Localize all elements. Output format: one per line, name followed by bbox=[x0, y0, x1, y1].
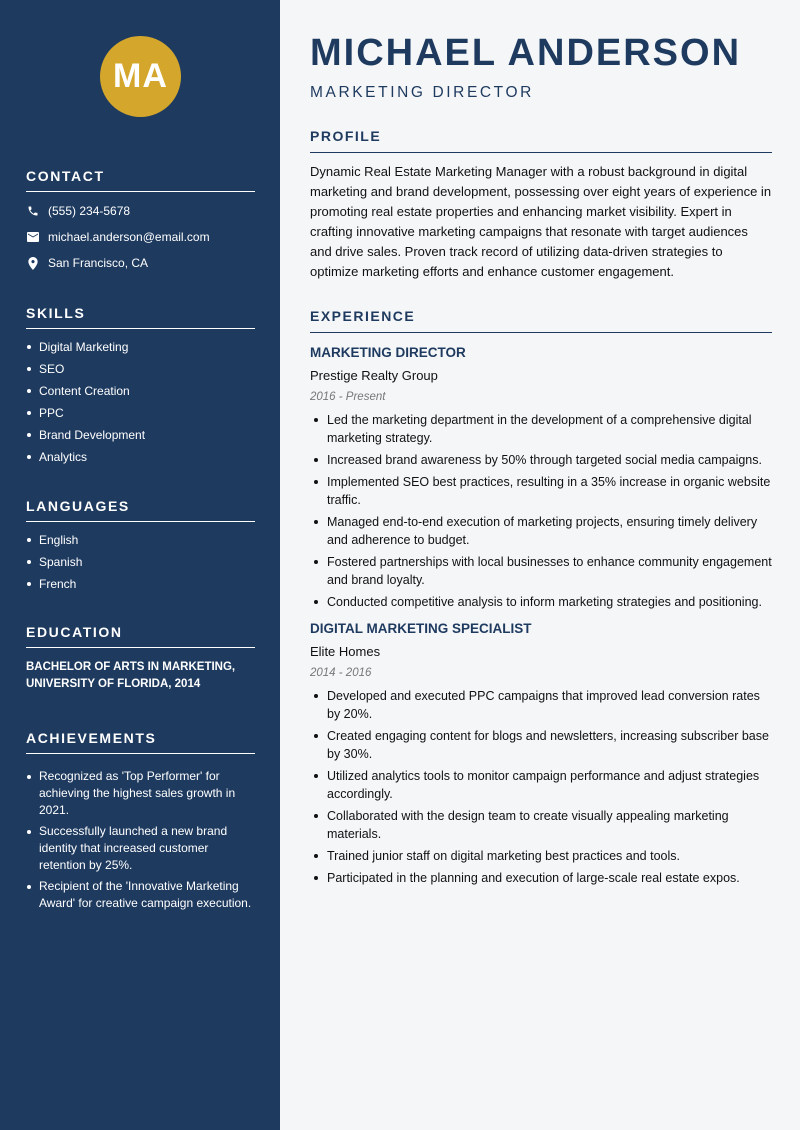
list-item: Participated in the planning and execution of large-scale real estate expos. bbox=[310, 869, 772, 887]
contact-phone bbox=[26, 204, 255, 218]
achievements-list bbox=[26, 768, 255, 912]
languages-list bbox=[26, 533, 255, 591]
skills-heading: SKILLS bbox=[26, 305, 255, 329]
sidebar bbox=[0, 0, 280, 1130]
phone-icon bbox=[26, 204, 40, 218]
experience-heading: EXPERIENCE bbox=[310, 308, 772, 333]
contact-email bbox=[26, 230, 255, 244]
list-item: Brand Development bbox=[26, 428, 255, 442]
list-item: Successfully launched a new brand identity that increased customer retention by 25%. bbox=[26, 823, 255, 874]
list-item: Conducted competitive analysis to inform marketing strategies and positioning. bbox=[310, 593, 772, 611]
email-icon bbox=[26, 230, 40, 244]
location-text: San Francisco, CA bbox=[48, 256, 149, 270]
education-heading: EDUCATION bbox=[26, 624, 255, 648]
achievements-heading: ACHIEVEMENTS bbox=[26, 730, 255, 754]
job-dates: 2014 - 2016 bbox=[310, 667, 372, 679]
list-item: Recipient of the 'Innovative Marketing Award' for creative campaign execution. bbox=[26, 878, 255, 912]
email-text: michael.anderson@email.com bbox=[48, 230, 210, 244]
job-bullets bbox=[310, 411, 772, 611]
list-item: Implemented SEO best practices, resulting in a 35% increase in organic website traffic. bbox=[310, 473, 772, 509]
phone-text: (555) 234-5678 bbox=[48, 204, 131, 218]
company-name: Elite Homes bbox=[310, 644, 381, 659]
list-item: English bbox=[26, 533, 255, 547]
contact-location bbox=[26, 256, 255, 270]
achievements-section bbox=[26, 730, 255, 916]
list-item: Content Creation bbox=[26, 384, 255, 398]
list-item: Created engaging content for blogs and newsletters, increasing subscriber base by 30%. bbox=[310, 727, 772, 763]
list-item: SEO bbox=[26, 362, 255, 376]
languages-heading: LANGUAGES bbox=[26, 498, 255, 522]
list-item: French bbox=[26, 577, 255, 591]
list-item: Increased brand awareness by 50% through targeted social media campaigns. bbox=[310, 451, 772, 469]
job-entry bbox=[310, 345, 772, 611]
list-item: PPC bbox=[26, 406, 255, 420]
profile-section bbox=[310, 128, 772, 282]
contact-heading: CONTACT bbox=[26, 168, 255, 192]
list-item: Utilized analytics tools to monitor campaign performance and adjust strategies accordingly. bbox=[310, 767, 772, 803]
candidate-role: MARKETING DIRECTOR bbox=[310, 84, 534, 101]
job-entry bbox=[310, 621, 772, 887]
company-name: Prestige Realty Group bbox=[310, 368, 438, 383]
job-title: MARKETING DIRECTOR bbox=[310, 345, 466, 360]
job-dates: 2016 - Present bbox=[310, 391, 386, 403]
languages-section bbox=[26, 498, 255, 599]
list-item: Analytics bbox=[26, 450, 255, 464]
list-item: Trained junior staff on digital marketing best practices and tools. bbox=[310, 847, 772, 865]
avatar-initials: MA bbox=[100, 36, 181, 117]
education-section bbox=[26, 624, 255, 693]
list-item: Developed and executed PPC campaigns that improved lead conversion rates by 20%. bbox=[310, 687, 772, 723]
skills-section bbox=[26, 305, 255, 472]
list-item: Led the marketing department in the development of a comprehensive digital marketing strategy. bbox=[310, 411, 772, 447]
profile-text: Dynamic Real Estate Marketing Manager with a robust background in digital marketing and brand development, possessing over eight years of experience in promoting real estate properties and enhancing market visibility. Expert in crafting innovative marketing campaigns that resonate with target audiences and drive sales. Proven track record of utilizing data-driven strategies to optimize marketing efforts and enhance customer engagement. bbox=[310, 164, 772, 279]
job-bullets bbox=[310, 687, 772, 887]
list-item: Spanish bbox=[26, 555, 255, 569]
list-item: Recognized as 'Top Performer' for achieving the highest sales growth in 2021. bbox=[26, 768, 255, 819]
job-title: DIGITAL MARKETING SPECIALIST bbox=[310, 621, 532, 636]
profile-heading: PROFILE bbox=[310, 128, 772, 153]
list-item: Collaborated with the design team to create visually appealing marketing materials. bbox=[310, 807, 772, 843]
contact-section bbox=[26, 168, 255, 270]
candidate-name: MICHAEL ANDERSON bbox=[310, 32, 742, 74]
skills-list bbox=[26, 340, 255, 464]
list-item: Digital Marketing bbox=[26, 340, 255, 354]
location-pin-icon bbox=[26, 256, 40, 270]
list-item: Fostered partnerships with local businesses to enhance community engagement and brand loyalty. bbox=[310, 553, 772, 589]
list-item: Managed end-to-end execution of marketing projects, ensuring timely delivery and adherence to budget. bbox=[310, 513, 772, 549]
experience-section bbox=[310, 308, 772, 891]
education-entry: BACHELOR OF ARTS IN MARKETING, UNIVERSITY OF FLORIDA, 2014 bbox=[26, 661, 236, 690]
